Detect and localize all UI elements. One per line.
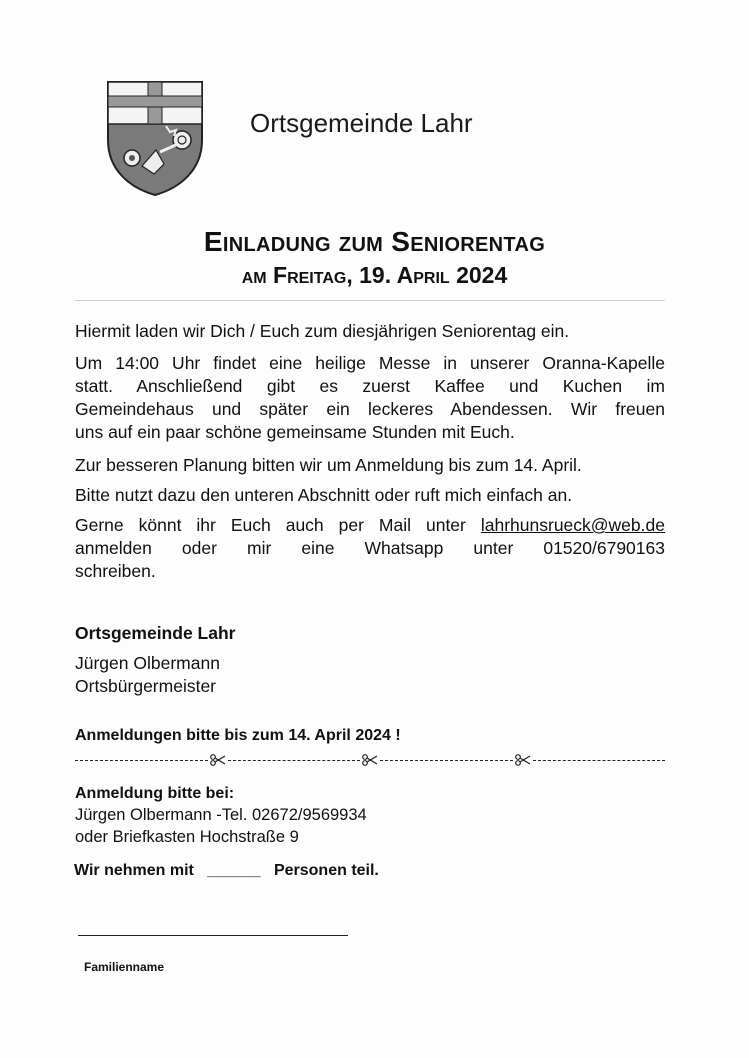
scissors-icon <box>515 753 531 767</box>
signature-name: Jürgen Olbermann <box>75 653 220 673</box>
participation-line <box>74 862 379 880</box>
divider <box>75 300 665 301</box>
coat-of-arms-icon <box>104 78 206 198</box>
program-line: statt. Anschließend gibt es zuerst Kaffee und Kuchen im <box>75 376 665 396</box>
participation-prefix: Wir nehmen mit <box>74 862 194 879</box>
instruction-paragraph: Bitte nutzt dazu den unteren Abschnitt oder ruft mich einfach an. <box>75 485 573 505</box>
document-title: Einladung zum Seniorentag <box>203 226 546 257</box>
program-line: Um 14:00 Uhr findet eine heilige Messe in unserer Oranna-Kapelle <box>75 353 665 373</box>
scissors-icon <box>362 753 378 767</box>
document-subtitle: am Freitag, 19. April 2024 <box>241 262 508 288</box>
slip-contact: Jürgen Olbermann -Tel. 02672/9569934 <box>75 806 367 824</box>
program-line: uns auf ein paar schöne gemeinsame Stunden mit Euch. <box>75 422 515 442</box>
signature-org: Ortsgemeinde Lahr <box>75 623 236 643</box>
persons-blank[interactable]: ______ <box>207 862 261 879</box>
contact-line: schreiben. <box>75 561 156 581</box>
slip-heading: Anmeldung bitte bei: <box>75 785 235 802</box>
planning-paragraph: Zur besseren Planung bitten wir um Anmeldung bis zum 14. April. <box>75 455 582 475</box>
participation-suffix: Personen teil. <box>273 862 379 879</box>
signature-role: Ortsbürgermeister <box>75 676 217 696</box>
scissors-icon <box>210 753 226 767</box>
contact-line <box>75 514 665 537</box>
email-link[interactable]: lahrhunsrueck@web.de <box>480 515 665 535</box>
slip-mailbox: oder Briefkasten Hochstraße 9 <box>75 828 299 846</box>
family-name-line[interactable] <box>78 935 348 936</box>
deadline-note: Anmeldungen bitte bis zum 14. April 2024 ! <box>75 727 401 744</box>
cut-line <box>75 752 665 768</box>
contact-paragraph <box>75 514 665 583</box>
contact-prefix: Gerne könnt ihr Euch auch per Mail unter <box>75 515 466 535</box>
program-paragraph <box>75 352 665 444</box>
contact-line: anmelden oder mir eine Whatsapp unter 01520/6790163 <box>75 538 665 558</box>
org-title: Ortsgemeinde Lahr <box>250 108 473 138</box>
intro-paragraph: Hiermit laden wir Dich / Euch zum diesjährigen Seniorentag ein. <box>75 321 570 341</box>
family-name-label: Familienname <box>84 960 165 974</box>
program-line: Gemeindehaus und später ein leckeres Abendessen. Wir freuen <box>75 399 665 419</box>
